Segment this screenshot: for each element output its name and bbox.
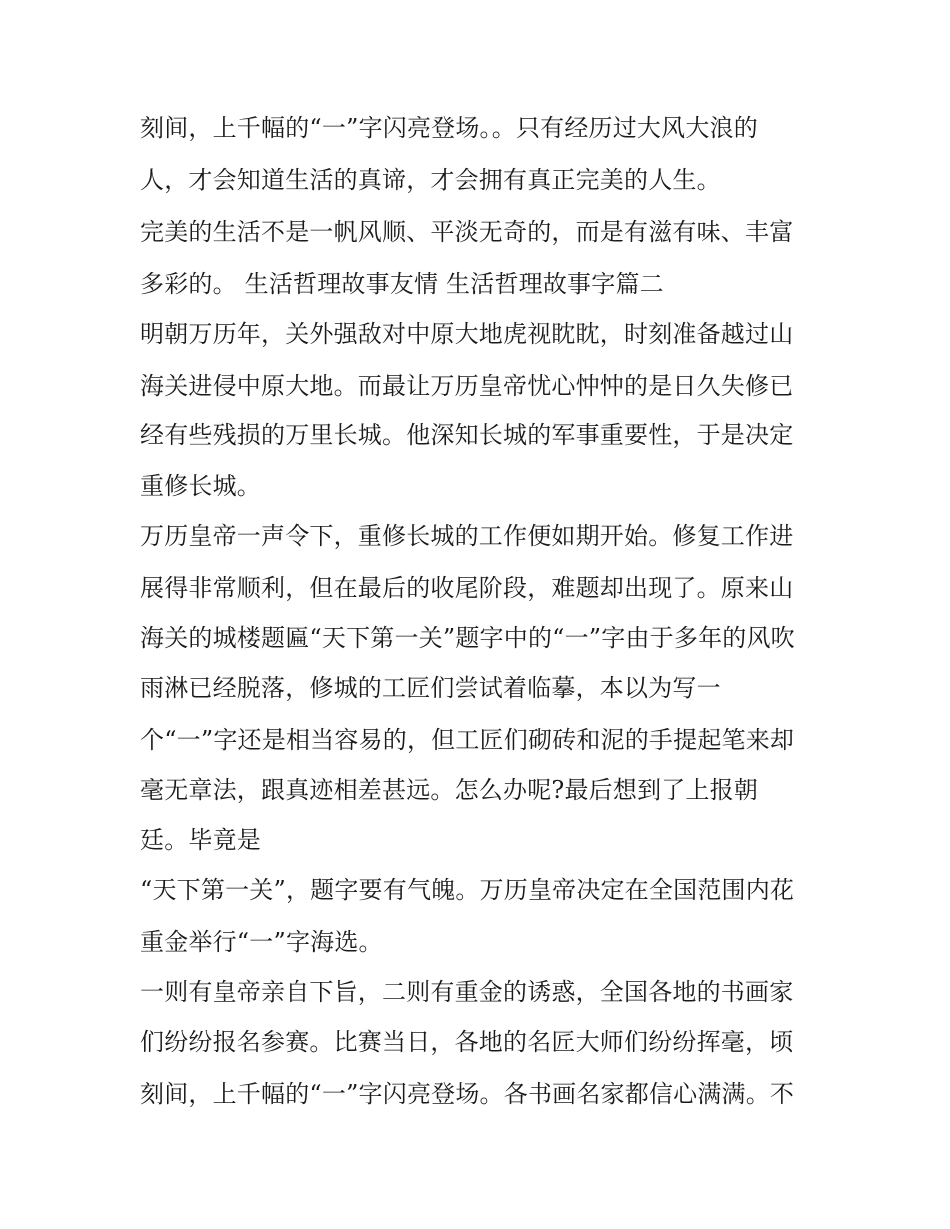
- text-line: 重修长城。: [140, 472, 261, 500]
- text-line: 万历皇帝一声令下，重修长城的工作便如期开始。修复工作进: [140, 522, 794, 550]
- text-line: 海关的城楼题匾“天下第一关”题字中的“一”字由于多年的风吹: [140, 624, 795, 652]
- text-line: 重金举行“一”字海选。: [140, 928, 383, 956]
- text-line: 一则有皇帝亲自下旨，二则有重金的诱惑，全国各地的书画家: [140, 978, 794, 1006]
- text-line: 经有些残损的万里长城。他深知长城的军事重要性，于是决定: [140, 421, 794, 449]
- text-line: 刻间，上千幅的“一”字闪亮登场。各书画名家都信心满满。不: [140, 1080, 795, 1108]
- text-line: 个“一”字还是相当容易的，但工匠们砌砖和泥的手提起笔来却: [140, 726, 795, 754]
- text-line: 完美的生活不是一帆风顺、平淡无奇的，而是有滋有味、丰富: [140, 218, 794, 246]
- text-line: 多彩的。 生活哲理故事友情 生活哲理故事字篇二: [140, 270, 664, 298]
- text-line: 廷。毕竟是: [140, 826, 261, 854]
- text-line: 海关进侵中原大地。而最让万历皇帝忧心忡忡的是日久失修已: [140, 372, 794, 400]
- text-line: 雨淋已经脱落，修城的工匠们尝试着临摹，本以为写一: [140, 674, 721, 702]
- text-line: 人，才会知道生活的真谛，才会拥有真正完美的人生。: [140, 166, 721, 194]
- text-line: 刻间，上千幅的“一”字闪亮登场。。只有经历过大风大浪的: [140, 114, 758, 142]
- text-line: 们纷纷报名参赛。比赛当日，各地的名匠大师们纷纷挥毫，顷: [140, 1028, 794, 1056]
- text-line: “天下第一关”，题字要有气魄。万历皇帝决定在全国范围内花: [140, 876, 795, 904]
- text-line: 毫无章法，跟真迹相差甚远。怎么办呢?最后想到了上报朝: [140, 776, 759, 804]
- text-line: 展得非常顺利，但在最后的收尾阶段，难题却出现了。原来山: [140, 574, 794, 602]
- text-line: 明朝万历年，关外强敌对中原大地虎视眈眈，时刻准备越过山: [140, 320, 794, 348]
